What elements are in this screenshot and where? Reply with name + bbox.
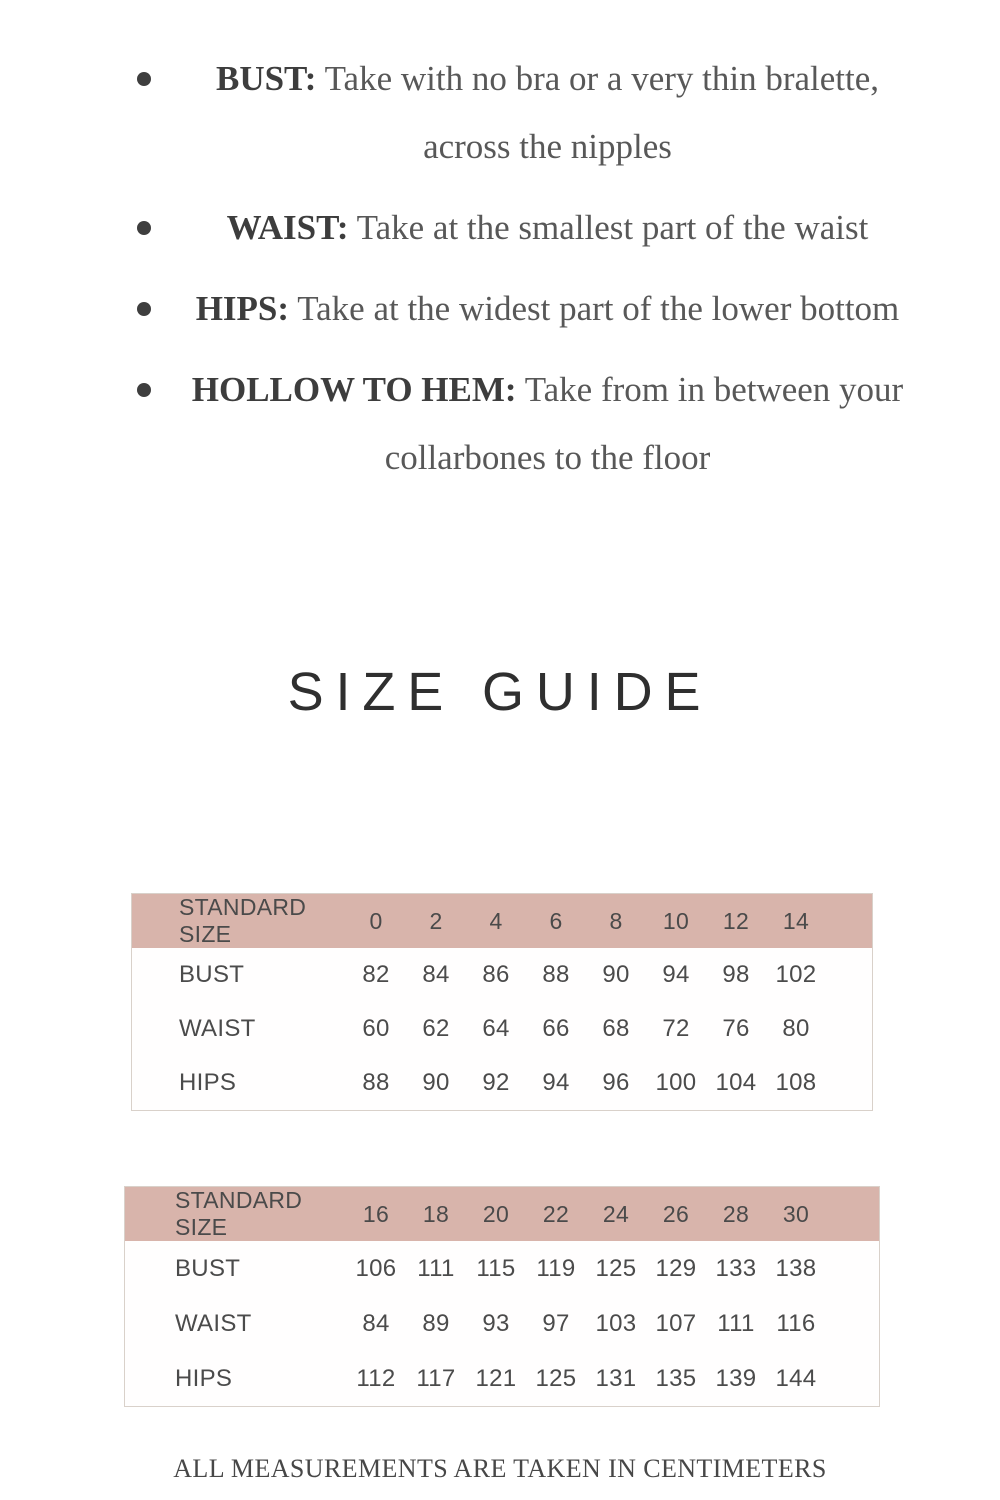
spacer-cell (826, 1241, 879, 1296)
measurement-value: 84 (362, 1309, 390, 1337)
measurement-value: 107 (655, 1309, 697, 1337)
measurement-value: 92 (482, 1069, 510, 1096)
measurement-row-label: BUST (175, 1254, 241, 1282)
measurement-value: 106 (355, 1254, 397, 1282)
bullet-icon (137, 302, 151, 316)
tip-waist (175, 194, 920, 262)
tip-label: BUST: (215, 59, 317, 98)
table-header-row (132, 894, 872, 948)
tip-label: HIPS: (195, 289, 290, 328)
measurement-value: 90 (602, 961, 630, 988)
bullet-icon (137, 383, 151, 397)
measurement-value: 135 (655, 1364, 697, 1392)
measurement-value: 76 (722, 1015, 750, 1042)
size-column-header: 6 (526, 894, 586, 948)
measurement-value: 88 (542, 961, 570, 988)
measurement-value: 98 (722, 961, 750, 988)
measurement-value: 84 (422, 961, 450, 988)
measurement-row-label: WAIST (175, 1309, 252, 1337)
measurement-value: 72 (662, 1015, 690, 1042)
measurement-value: 68 (602, 1015, 630, 1042)
tip-label: HOLLOW TO HEM: (191, 370, 517, 409)
measurement-value: 125 (595, 1254, 637, 1282)
tip-text: Take from in between your collarbones to the floor (384, 370, 904, 477)
measurement-row-label: BUST (179, 961, 245, 988)
spacer-cell (826, 1351, 879, 1406)
measurement-value: 112 (356, 1364, 396, 1392)
measurement-value: 104 (715, 1069, 757, 1096)
measurement-value: 119 (536, 1254, 576, 1282)
measurement-value: 116 (776, 1309, 816, 1337)
size-column-header: 2 (406, 894, 466, 948)
measurement-value: 82 (362, 961, 390, 988)
measurement-value: 117 (416, 1364, 456, 1392)
size-column-header: 24 (586, 1187, 646, 1241)
spacer-cell (826, 1056, 872, 1110)
measurement-value: 94 (662, 961, 690, 988)
measurement-value: 133 (715, 1254, 757, 1282)
measurement-value: 64 (482, 1015, 510, 1042)
size-table (132, 894, 872, 1110)
size-table (125, 1187, 879, 1406)
tip-hips (175, 275, 920, 343)
size-column-header: 30 (766, 1187, 826, 1241)
size-column-header: 4 (466, 894, 526, 948)
measurement-value: 62 (422, 1015, 450, 1042)
measurement-tips-list (175, 45, 920, 505)
measurement-value: 89 (422, 1309, 450, 1337)
measurement-value: 100 (655, 1069, 697, 1096)
size-table-extended (124, 1186, 880, 1407)
measurement-value: 139 (715, 1364, 757, 1392)
measurement-value: 60 (362, 1015, 390, 1042)
table-row (132, 1002, 872, 1056)
size-column-header: 12 (706, 894, 766, 948)
spacer-cell (826, 948, 872, 1002)
measurement-value: 96 (602, 1069, 630, 1096)
tip-text: Take with no bra or a very thin bralette, across the nipples (324, 59, 880, 166)
tip-text: Take at the widest part of the lower bottom (297, 289, 900, 328)
measurement-row-label: WAIST (179, 1015, 256, 1042)
measurement-value: 125 (535, 1364, 577, 1392)
measurements-note: ALL MEASUREMENTS ARE TAKEN IN CENTIMETERS (173, 1454, 827, 1483)
tip-hollow-to-hem (175, 356, 920, 492)
size-column-header: 14 (766, 894, 826, 948)
table-row (125, 1241, 879, 1296)
measurement-value: 129 (655, 1254, 697, 1282)
measurement-value: 111 (417, 1254, 455, 1282)
measurement-value: 88 (362, 1069, 390, 1096)
size-column-header: 26 (646, 1187, 706, 1241)
spacer-cell (826, 1002, 872, 1056)
size-column-header: 8 (586, 894, 646, 948)
measurement-row-label: HIPS (175, 1364, 233, 1392)
table-row (125, 1351, 879, 1406)
tip-text: Take at the smallest part of the waist (356, 208, 869, 247)
table-row (125, 1296, 879, 1351)
table-row (132, 1056, 872, 1110)
measurement-value: 90 (422, 1069, 450, 1096)
tip-label: WAIST: (226, 208, 349, 247)
measurement-value: 66 (542, 1015, 570, 1042)
size-column-header: 0 (346, 894, 406, 948)
measurement-row-label: HIPS (179, 1069, 237, 1096)
spacer-cell (826, 894, 872, 948)
page-title: SIZE GUIDE (287, 662, 713, 722)
size-column-header: 18 (406, 1187, 466, 1241)
spacer-cell (826, 1187, 879, 1241)
spacer-cell (826, 1296, 879, 1351)
tip-bust (175, 45, 920, 181)
standard-size-header: STANDARD SIZE (132, 894, 346, 948)
bullet-icon (137, 221, 151, 235)
measurement-value: 97 (542, 1309, 570, 1337)
measurement-value: 115 (476, 1254, 516, 1282)
measurement-value: 94 (542, 1069, 570, 1096)
size-column-header: 10 (646, 894, 706, 948)
standard-size-header: STANDARD SIZE (125, 1187, 346, 1241)
measurement-value: 86 (482, 961, 510, 988)
measurement-value: 93 (482, 1309, 510, 1337)
measurement-value: 103 (595, 1309, 637, 1337)
measurement-value: 102 (775, 961, 817, 988)
measurement-value: 131 (595, 1364, 637, 1392)
table-row (132, 948, 872, 1002)
measurement-value: 80 (782, 1015, 810, 1042)
measurement-value: 121 (475, 1364, 517, 1392)
measurement-value: 144 (775, 1364, 817, 1392)
size-column-header: 16 (346, 1187, 406, 1241)
measurement-value: 138 (775, 1254, 817, 1282)
size-column-header: 28 (706, 1187, 766, 1241)
size-column-header: 22 (526, 1187, 586, 1241)
size-table-standard (131, 893, 873, 1111)
table-header-row (125, 1187, 879, 1241)
measurement-value: 108 (775, 1069, 817, 1096)
size-column-header: 20 (466, 1187, 526, 1241)
bullet-icon (137, 72, 151, 86)
measurement-value: 111 (717, 1309, 755, 1337)
